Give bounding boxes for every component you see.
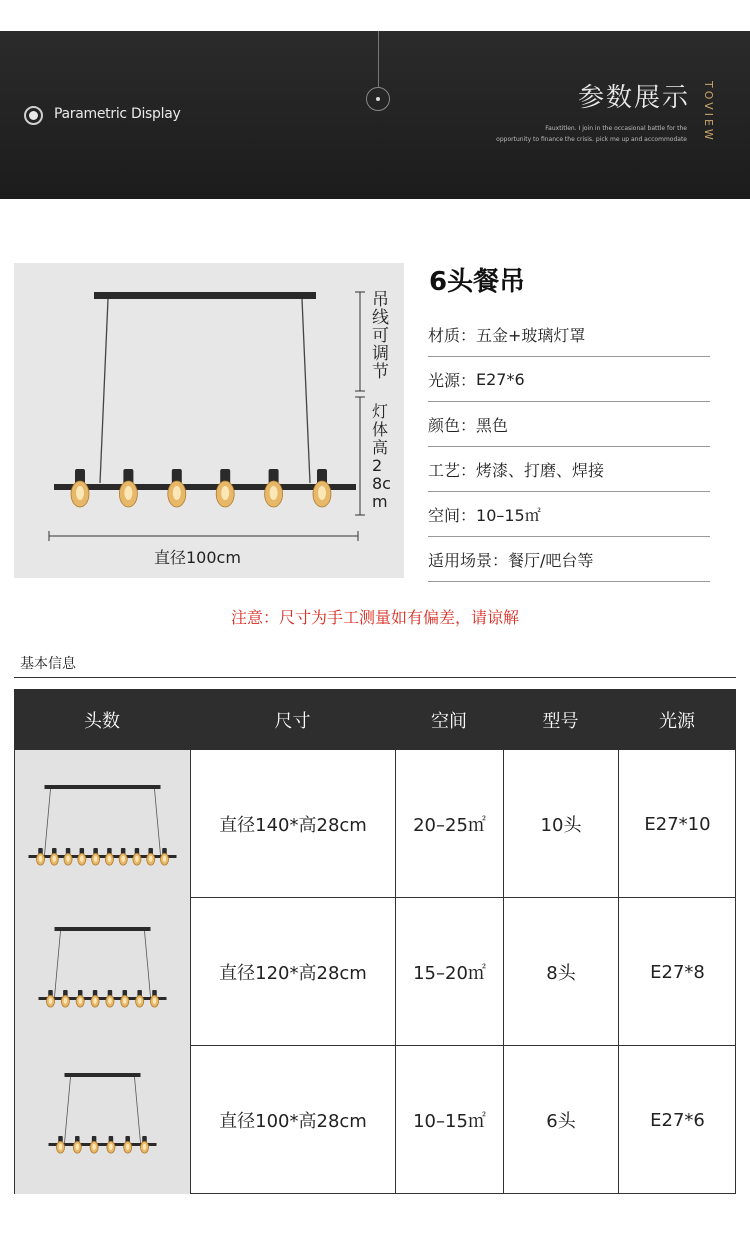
- section-heading-basic-info: 基本信息: [20, 656, 76, 672]
- spec-value: 餐厅/吧台等: [508, 550, 594, 570]
- spec-value: 黑色: [476, 415, 509, 435]
- banner-title-en: TOVIEW: [702, 81, 715, 143]
- cell-space: 20–25㎡: [395, 750, 503, 898]
- bulb-icon: [216, 469, 234, 507]
- banner-divider-line: [378, 31, 379, 87]
- spec-row-craft: [428, 447, 710, 492]
- thumb-cable: [55, 931, 61, 997]
- thumb-canopy: [65, 1073, 141, 1077]
- chandelier-drawing: [14, 263, 404, 578]
- section-divider: [14, 677, 736, 678]
- thumb-canopy: [45, 785, 161, 789]
- col-header-heads: 头数: [84, 710, 120, 732]
- chandelier-thumbnail-6: [15, 1047, 190, 1194]
- bulb-icon: [147, 848, 155, 865]
- bulb-icon: [50, 848, 58, 865]
- cell-light-source: E27*8: [618, 898, 736, 1046]
- cell-space: 15–20㎡: [395, 898, 503, 1046]
- thumb-cable: [155, 789, 161, 855]
- spec-label: 光源：: [428, 370, 477, 390]
- thumb-cable: [45, 789, 51, 855]
- banner-subtitle-line: opportunity to finance the crisis. pick me up and accommodate: [496, 136, 687, 143]
- cell-size: 直径140*高28cm: [190, 750, 395, 898]
- cell-model: 10头: [503, 750, 618, 898]
- header-banner: [0, 31, 750, 199]
- bulb-icon: [124, 1136, 132, 1153]
- chandelier-thumbnail-8: [15, 899, 190, 1046]
- bulb-icon: [73, 1136, 81, 1153]
- product-thumbnail: [15, 750, 190, 898]
- body-height-label: 灯体高28cm: [372, 402, 391, 511]
- thumb-cable: [65, 1077, 71, 1143]
- cell-light-source: E27*10: [618, 750, 736, 898]
- spec-label: 工艺：: [428, 460, 477, 480]
- thumb-cable: [135, 1077, 141, 1143]
- spec-value: 五金+玻璃灯罩: [476, 325, 586, 345]
- bulb-icon: [107, 1136, 115, 1153]
- bulb-icon: [133, 848, 141, 865]
- bulb-icon: [78, 848, 86, 865]
- thumb-cable: [145, 931, 151, 997]
- bulb-icon: [71, 469, 89, 507]
- cell-space: 10–15㎡: [395, 1046, 503, 1194]
- bulb-icon: [64, 848, 72, 865]
- bulb-icon: [61, 990, 69, 1007]
- spec-row-space: [428, 492, 710, 537]
- bulb-icon: [313, 469, 331, 507]
- cell-size: 直径120*高28cm: [190, 898, 395, 1046]
- bulb-icon: [106, 990, 114, 1007]
- bulb-icon: [36, 848, 44, 865]
- cell-model: 8头: [503, 898, 618, 1046]
- bulb-icon: [91, 990, 99, 1007]
- bulb-icon: [168, 469, 186, 507]
- measurement-notice: 注意：尺寸为手工测量如有偏差，请谅解: [230, 608, 519, 627]
- cable-adjustable-label: 吊线可调节: [372, 290, 389, 382]
- bulb-icon: [140, 1136, 148, 1153]
- banner-circle-icon: [366, 87, 390, 111]
- spec-value: 烤漆、打磨、焊接: [476, 460, 605, 480]
- bulb-icon: [150, 990, 158, 1007]
- bulb-icon: [105, 848, 113, 865]
- table-row: [14, 1046, 736, 1194]
- radio-dot-icon: [24, 106, 43, 125]
- chandelier-thumbnail-10: [15, 751, 190, 898]
- spec-value: E27*6: [476, 369, 525, 389]
- product-dimension-image: [14, 263, 404, 578]
- bulb-icon: [92, 848, 100, 865]
- banner-subtitle: [447, 123, 687, 145]
- bulb-icon: [119, 848, 127, 865]
- bulb-icon: [46, 990, 54, 1007]
- bulb-icon: [76, 990, 84, 1007]
- spec-label: 材质：: [428, 325, 477, 345]
- thumb-canopy: [55, 927, 151, 931]
- table-row: [14, 898, 736, 1046]
- col-header-model: 型号: [542, 710, 579, 732]
- cell-model: 6头: [503, 1046, 618, 1194]
- spec-row-scenario: [428, 537, 710, 582]
- col-header-size: 尺寸: [274, 710, 311, 732]
- spec-label: 适用场景：: [428, 550, 509, 570]
- cell-size: 直径100*高28cm: [190, 1046, 395, 1194]
- spec-label: 颜色：: [428, 415, 477, 435]
- product-thumbnail: [15, 1046, 190, 1194]
- bulb-icon: [90, 1136, 98, 1153]
- col-header-light-source: 光源: [659, 710, 695, 732]
- spec-row-material: [428, 312, 710, 357]
- diameter-label: 直径100cm: [154, 548, 241, 567]
- bulb-icon: [160, 848, 168, 865]
- table-header: [14, 689, 736, 750]
- cell-light-source: E27*6: [618, 1046, 736, 1194]
- spec-value: 10–15㎡: [476, 505, 541, 525]
- product-thumbnail: [15, 898, 190, 1046]
- banner-title: 参数展示: [578, 83, 691, 113]
- product-title: 6头餐吊: [429, 267, 526, 297]
- thumb-bar: [39, 997, 167, 1000]
- banner-left-label: Parametric Display: [54, 106, 181, 122]
- bulb-icon: [119, 469, 137, 507]
- banner-subtitle-line: Fauxtitlen. I join in the occasional battle for the: [545, 125, 687, 132]
- bulb-icon: [265, 469, 283, 507]
- spec-row-light-source: [428, 357, 710, 402]
- bulb-icon: [56, 1136, 64, 1153]
- col-header-space: 空间: [431, 710, 467, 732]
- spec-label: 空间：: [428, 505, 477, 525]
- table-row: [14, 750, 736, 898]
- spec-row-color: [428, 402, 710, 447]
- bulb-icon: [136, 990, 144, 1007]
- bulb-icon: [121, 990, 129, 1007]
